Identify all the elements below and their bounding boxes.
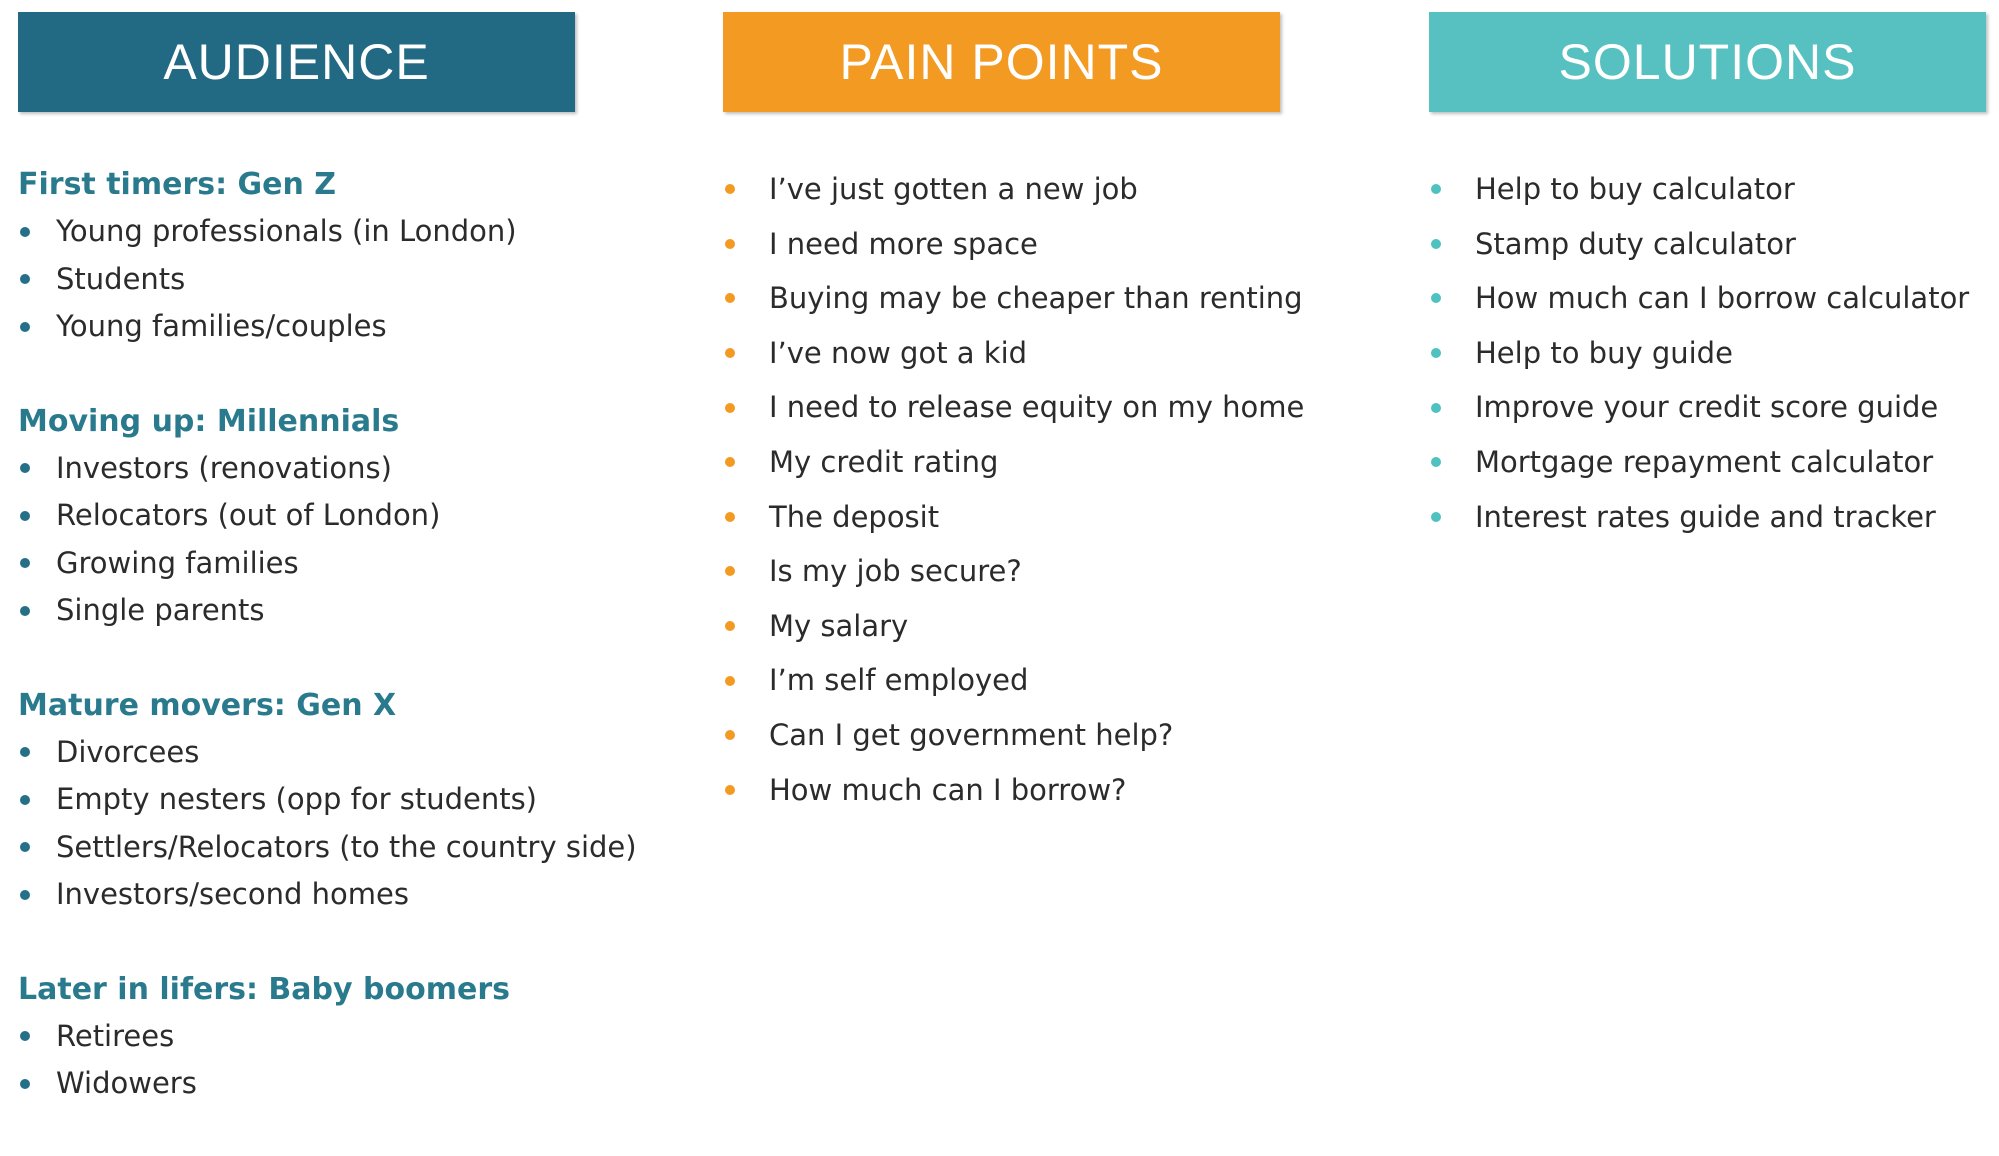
bullet-icon: [1431, 512, 1441, 522]
list-item-text: Investors/second homes: [56, 877, 409, 911]
audience-group: [18, 967, 678, 1108]
pain-points-list: [723, 162, 1363, 817]
pain-points-header: PAIN POINTS: [723, 12, 1280, 112]
bullet-icon: [20, 274, 30, 284]
audience-list-item: [18, 256, 678, 304]
solution-item: [1429, 271, 1999, 326]
pain-point-item: [723, 326, 1363, 381]
solution-item: [1429, 380, 1999, 435]
audience-list-item: [18, 871, 678, 919]
list-item-text: Young families/couples: [56, 309, 387, 343]
solution-item: [1429, 162, 1999, 217]
audience-group-list: [18, 208, 678, 351]
bullet-icon: [20, 1079, 30, 1089]
pain-point-item: [723, 162, 1363, 217]
audience-list-item: [18, 729, 678, 777]
bullet-icon: [1431, 403, 1441, 413]
audience-group: [18, 162, 678, 351]
audience-list-item: [18, 776, 678, 824]
list-item-text: How much can I borrow calculator: [1475, 281, 1970, 316]
list-item-text: The deposit: [769, 499, 940, 534]
pain-point-item: [723, 763, 1363, 818]
bullet-icon: [725, 184, 735, 194]
bullet-icon: [725, 348, 735, 358]
bullet-icon: [725, 293, 735, 303]
list-item-text: I need more space: [769, 226, 1038, 261]
list-item-text: Improve your credit score guide: [1475, 390, 1939, 425]
list-item-text: Growing families: [56, 545, 299, 580]
bullet-icon: [1431, 293, 1441, 303]
bullet-icon: [1431, 239, 1441, 249]
bullet-icon: [20, 842, 30, 852]
list-item-text: I need to release equity on my home: [769, 390, 1305, 425]
pain-point-item: [723, 435, 1363, 490]
audience-group-list: [18, 445, 678, 635]
bullet-icon: [1431, 348, 1441, 358]
bullet-icon: [725, 457, 735, 467]
audience-list-item: [18, 303, 678, 351]
bullet-icon: [725, 676, 735, 686]
solutions-body: [1429, 162, 1999, 544]
list-item-text: Single parents: [56, 593, 265, 627]
bullet-icon: [725, 566, 735, 576]
audience-column: [18, 12, 678, 1156]
bullet-icon: [20, 747, 30, 757]
list-item-text: Relocators (out of London): [56, 498, 441, 532]
list-item-text: I’ve now got a kid: [769, 335, 1028, 370]
list-item-text: Is my job secure?: [769, 554, 1022, 589]
audience-list-item: [18, 587, 678, 635]
bullet-icon: [1431, 457, 1441, 467]
audience-list-item: [18, 824, 678, 872]
audience-group-title: Moving up: Millennials: [18, 403, 400, 439]
solutions-list: [1429, 162, 1999, 544]
pain-point-item: [723, 653, 1363, 708]
list-item-text: Empty nesters (opp for students): [56, 782, 537, 816]
list-item-text: Help to buy calculator: [1475, 172, 1795, 206]
audience-group-title: First timers: Gen Z: [18, 167, 337, 202]
list-item-text: Retirees: [56, 1018, 175, 1053]
solution-item: [1429, 435, 1999, 490]
pain-point-item: [723, 708, 1363, 763]
pain-point-item: [723, 271, 1363, 326]
list-item-text: I’m self employed: [769, 663, 1029, 698]
bullet-icon: [20, 558, 30, 568]
solutions-column: [1429, 12, 1999, 592]
bullet-icon: [20, 1031, 30, 1041]
audience-body: [18, 162, 678, 1108]
pain-points-column: [723, 12, 1363, 865]
bullet-icon: [725, 785, 735, 795]
pain-points-body: [723, 162, 1363, 817]
pain-point-item: [723, 217, 1363, 272]
bullet-icon: [725, 730, 735, 740]
list-item-text: My salary: [769, 608, 909, 643]
audience-group-title: Mature movers: Gen X: [18, 687, 397, 723]
list-item-text: Investors (renovations): [56, 450, 392, 485]
bullet-icon: [20, 511, 30, 521]
list-item-text: Stamp duty calculator: [1475, 226, 1796, 261]
solution-item: [1429, 490, 1999, 545]
audience-group-list: [18, 729, 678, 919]
bullet-icon: [725, 512, 735, 522]
audience-list-item: [18, 492, 678, 540]
bullet-icon: [725, 239, 735, 249]
audience-header: AUDIENCE: [18, 12, 575, 112]
list-item-text: Divorcees: [56, 734, 200, 769]
pain-point-item: [723, 490, 1363, 545]
bullet-icon: [1431, 184, 1441, 194]
audience-list-item: [18, 208, 678, 256]
bullet-icon: [20, 227, 30, 237]
bullet-icon: [20, 795, 30, 805]
list-item-text: Mortgage repayment calculator: [1475, 444, 1934, 479]
list-item-text: Young professionals (in London): [56, 214, 517, 248]
bullet-icon: [725, 403, 735, 413]
list-item-text: How much can I borrow?: [769, 772, 1127, 807]
audience-list-item: [18, 1013, 678, 1061]
list-item-text: My credit rating: [769, 444, 999, 479]
list-item-text: Can I get government help?: [769, 717, 1174, 752]
bullet-icon: [20, 463, 30, 473]
list-item-text: I’ve just gotten a new job: [769, 172, 1138, 206]
audience-group-title: Later in lifers: Baby boomers: [18, 971, 510, 1007]
list-item-text: Widowers: [56, 1066, 197, 1100]
list-item-text: Students: [56, 261, 186, 296]
audience-group-list: [18, 1013, 678, 1108]
pain-point-item: [723, 599, 1363, 654]
bullet-icon: [20, 890, 30, 900]
list-item-text: Interest rates guide and tracker: [1475, 499, 1936, 534]
solution-item: [1429, 326, 1999, 381]
audience-group: [18, 683, 678, 919]
list-item-text: Settlers/Relocators (to the country side): [56, 829, 637, 864]
audience-list-item: [18, 1060, 678, 1108]
solutions-header: SOLUTIONS: [1429, 12, 1986, 112]
bullet-icon: [20, 322, 30, 332]
list-item-text: Help to buy guide: [1475, 335, 1733, 370]
bullet-icon: [20, 606, 30, 616]
pain-point-item: [723, 544, 1363, 599]
bullet-icon: [725, 621, 735, 631]
pain-point-item: [723, 380, 1363, 435]
list-item-text: Buying may be cheaper than renting: [769, 281, 1303, 316]
audience-list-item: [18, 445, 678, 493]
audience-group: [18, 399, 678, 635]
audience-list-item: [18, 540, 678, 588]
solution-item: [1429, 217, 1999, 272]
